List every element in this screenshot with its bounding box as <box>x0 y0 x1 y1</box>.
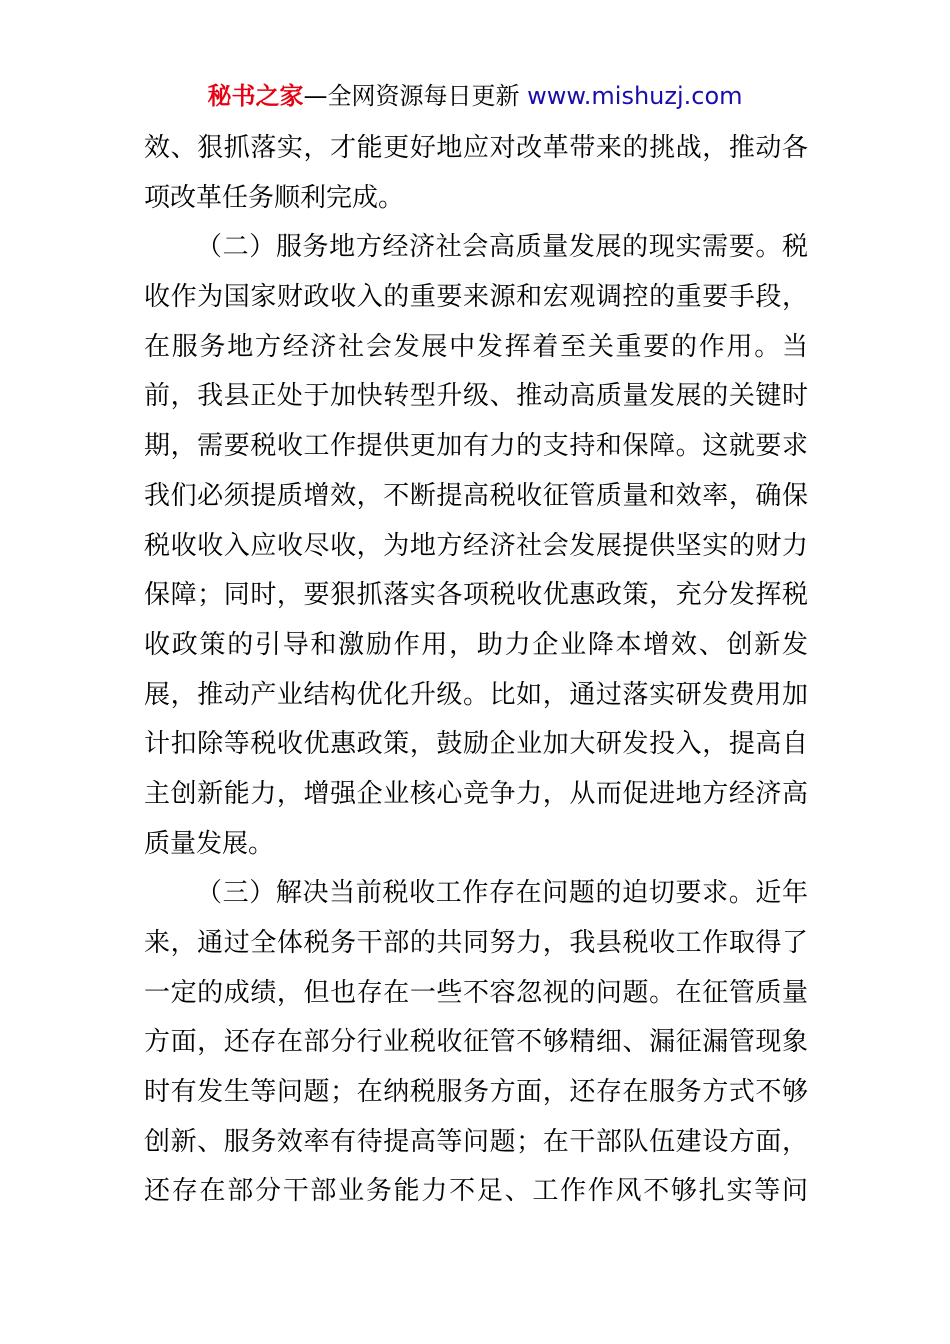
page-header <box>0 80 950 112</box>
text-line: （三）解决当前税收工作存在问题的迫切要求。近年 <box>196 878 808 909</box>
text-line: 时有发生等问题；在纳税服务方面，还存在服务方式不够 <box>144 1077 808 1108</box>
website-link[interactable]: www.mishuzj.com <box>527 82 743 110</box>
text-line: 效、狠抓落实，才能更好地应对改革带来的挑战，推动各 <box>144 133 808 163</box>
text-line: 项改革任务顺利完成。 <box>144 182 405 213</box>
text-line: 在服务地方经济社会发展中发挥着至关重要的作用。当 <box>144 331 808 362</box>
text-line: 质量发展。 <box>144 828 275 859</box>
text-line: 前，我县正处于加快转型升级、推动高质量发展的关键时 <box>144 381 808 412</box>
text-line: 还存在部分干部业务能力不足、工作作风不够扎实等问 <box>144 1176 808 1207</box>
text-line: 我们必须提质增效，不断提高税收征管质量和效率，确保 <box>144 480 808 511</box>
header-tagline: —全网资源每日更新 <box>303 82 520 110</box>
text-line: 一定的成绩，但也存在一些不容忽视的问题。在征管质量 <box>144 977 808 1008</box>
text-line: 方面，还存在部分行业税收征管不够精细、漏征漏管现象 <box>144 1027 808 1058</box>
document-body <box>144 124 808 1217</box>
text-line: 收作为国家财政收入的重要来源和宏观调控的重要手段， <box>144 282 808 313</box>
text-line: 创新、服务效率有待提高等问题；在干部队伍建设方面， <box>144 1126 808 1157</box>
text-line: 主创新能力，增强企业核心竞争力，从而促进地方经济高 <box>144 778 808 809</box>
text-line: 期，需要税收工作提供更加有力的支持和保障。这就要求 <box>144 431 808 462</box>
text-line: 收政策的引导和激励作用，助力企业降本增效、创新发 <box>144 629 808 660</box>
text-line: 税收收入应收尽收，为地方经济社会发展提供坚实的财力 <box>144 530 808 561</box>
brand-name: 秘书之家 <box>207 82 304 110</box>
text-line: 展，推动产业结构优化升级。比如，通过落实研发费用加 <box>144 679 808 710</box>
text-line: 计扣除等税收优惠政策，鼓励企业加大研发投入，提高自 <box>144 729 808 760</box>
text-line: （二）服务地方经济社会高质量发展的现实需要。税 <box>196 232 808 263</box>
text-line: 来，通过全体税务干部的共同努力，我县税收工作取得了 <box>144 928 808 958</box>
text-line: 保障；同时，要狠抓落实各项税收优惠政策，充分发挥税 <box>144 580 808 611</box>
